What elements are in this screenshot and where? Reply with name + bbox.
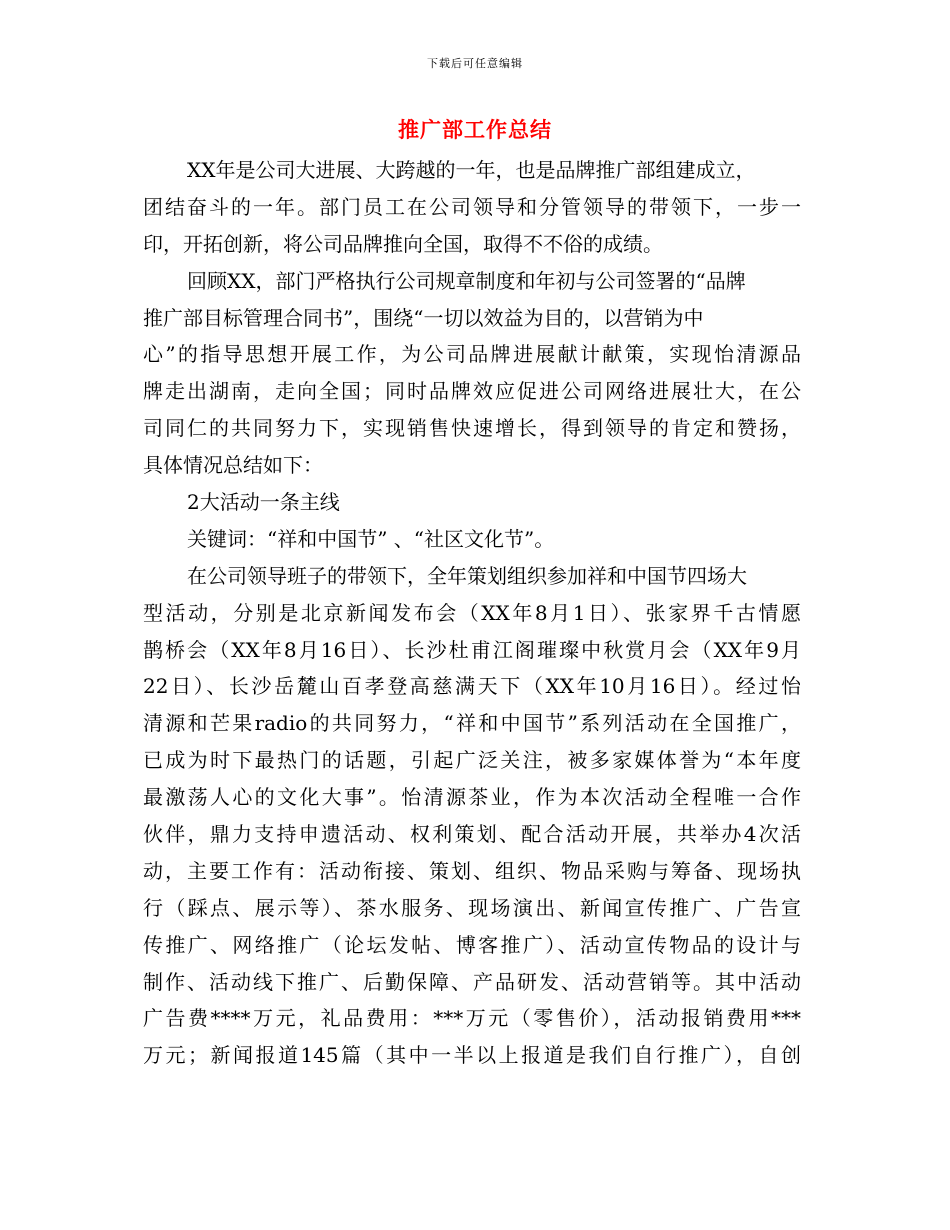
paragraph-line: 动，主要工作有：活动衔接、策划、组织、物品采购与筹备、现场执	[143, 858, 801, 883]
paragraph-line: 广告费****万元，礼品费用：***万元（零售价），活动报销费用***	[143, 1006, 801, 1031]
keywords-line: 关键词：“祥和中国节” 、“社区文化节”。	[187, 526, 555, 551]
paragraph-line: 型活动，分别是北京新闻发布会（XX年8月1日）、张家界千古情愿	[143, 600, 801, 625]
paragraph-line: XX年是公司大进展、大跨越的一年，也是品牌推广部组建成立，	[187, 158, 756, 182]
paragraph-line: 最激荡人心的文化大事”。怡清源茶业，作为本次活动全程唯一合作	[143, 785, 801, 810]
paragraph-line: 清源和芒果radio的共同努力，“祥和中国节”系列活动在全国推广，	[143, 711, 801, 736]
paragraph-line: 司同仁的共同努力下，实现销售快速增长，得到领导的肯定和赞扬，	[143, 416, 801, 441]
paragraph-line: 在公司领导班子的带领下，全年策划组织参加祥和中国节四场大	[187, 563, 747, 588]
paragraph-line: 22日）、长沙岳麓山百孝登高慈满天下（XX年10月16日）。经过怡	[143, 674, 801, 699]
paragraph-line: 传推广、网络推广（论坛发帖、博客推广）、活动宣传物品的设计与	[143, 932, 801, 957]
header-note: 下载后可任意编辑	[427, 57, 523, 70]
paragraph-line: 牌走出湖南，走向全国；同时品牌效应促进公司网络进展壮大，在公	[143, 379, 801, 404]
paragraph-line: 心”的指导思想开展工作，为公司品牌进展献计献策，实现怡清源品	[143, 342, 801, 367]
paragraph-line: 回顾XX，部门严格执行公司规章制度和年初与公司签署的“品牌	[187, 268, 746, 293]
paragraph-line: 推广部目标管理合同书”，围绕“一切以效益为目的，以营销为中	[143, 305, 704, 330]
paragraph-line: 印，开拓创新，将公司品牌推向全国，取得不不俗的成绩。	[143, 231, 663, 256]
paragraph-line: 团结奋斗的一年。部门员工在公司领导和分管领导的带领下，一步一	[143, 194, 801, 219]
section-heading: 2大活动一条主线	[187, 490, 340, 515]
paragraph-line: 万元；新闻报道145篇（其中一半以上报道是我们自行推广），自创	[143, 1043, 801, 1068]
paragraph-line: 已成为时下最热门的话题，引起广泛关注，被多家媒体誉为“本年度	[143, 748, 801, 773]
paragraph-line: 伙伴，鼎力支持申遗活动、权利策划、配合活动开展，共举办4次活	[143, 822, 801, 847]
paragraph-line: 鹊桥会（XX年8月16日）、长沙杜甫江阁璀璨中秋赏月会（XX年9月	[143, 637, 801, 662]
document-title: 推广部工作总结	[398, 117, 552, 142]
document-body	[143, 152, 801, 1074]
paragraph-line: 具体情况总结如下：	[143, 453, 323, 478]
paragraph-line: 行（踩点、展示等）、茶水服务、现场演出、新闻宣传推广、广告宣	[143, 895, 801, 920]
paragraph-line: 制作、活动线下推广、后勤保障、产品研发、活动营销等。其中活动	[143, 969, 801, 994]
